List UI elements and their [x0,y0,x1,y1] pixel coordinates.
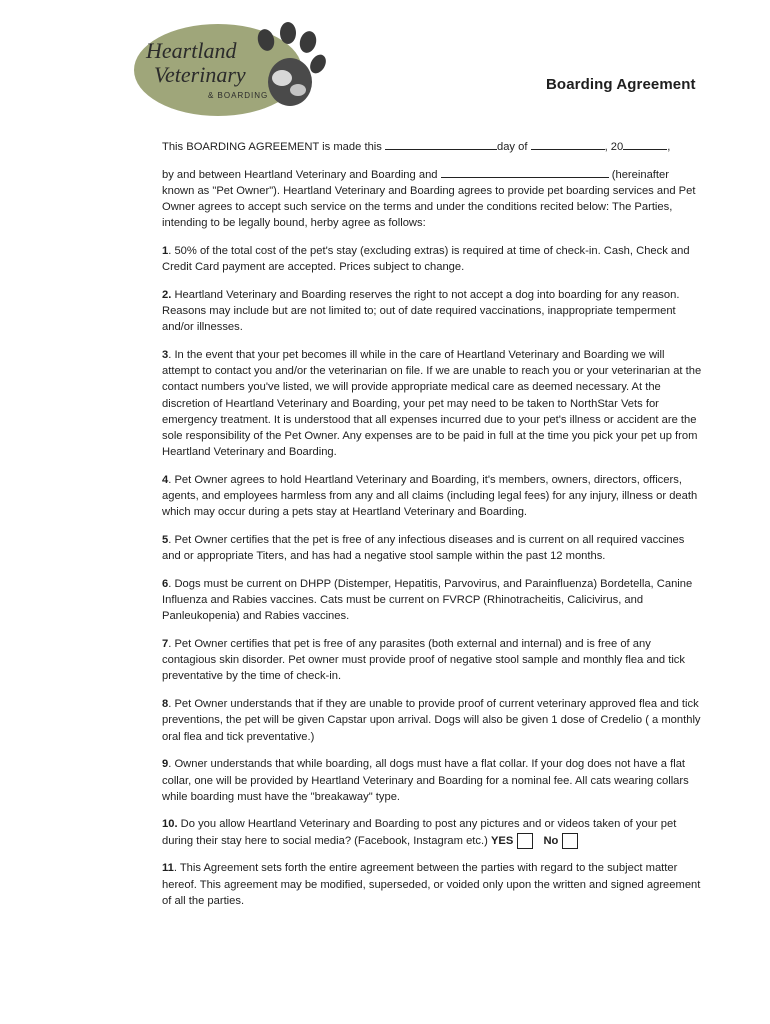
clause-9: 9. Owner understands that while boarding, all dogs must have a flat collar. If your dog does not have a flat collar, one will be provided by Heartland Veterinary and Boarding for a nominal fee. All cats wearing collars while boarding must have the "breakaway" type. [162,758,689,803]
intro-paragraph-2: by and between Heartland Veterinary and Boarding and (hereinafter known as "Pet Owner"). Heartland Veterinary and Boarding agrees to provide pet boarding services and Pet Owner agrees to accept such service on the terms and under the conditions recited below: The Parties, intending to be legally bound, herby agree as follows: [162,168,696,230]
day-field[interactable] [385,139,497,150]
clause-10: 10. Do you allow Heartland Veterinary and Boarding to post any pictures and or videos taken of your pet during their stay here to social media? (Facebook, Instagram etc.) YES No [162,816,702,848]
heartland-logo [132,18,328,118]
logo-line2: Veterinary [154,62,246,87]
agreement-body [162,139,702,920]
clause-7: 7. Pet Owner certifies that pet is free of any parasites (both external and internal) and is free of any contagious skin disorder. Pet owner must provide proof of negative stool sample and monthly flea and tick preventative by the time of check-in. [162,638,685,683]
yes-label: YES [490,834,514,847]
yes-checkbox[interactable] [517,833,533,849]
clause-6: 6. Dogs must be current on DHPP (Distemper, Hepatitis, Parvovirus, and Parainfluenza) Bordetella, Canine Influenza and Rabies vaccines. Cats must be current on FVRCP (Rhinotracheitis, Calicivirus, and Panleukopenia) and Rabies vaccines. [162,577,693,623]
clause-8: 8. Pet Owner understands that if they are unable to provide proof of current veterinary approved flea and tick preventions, the pet will be given Capstar upon arrival. Dogs will also be given 1 dose of Credelio ( a monthly oral flea and tick preventative.) [162,698,701,743]
document-title: Boarding Agreement [546,76,696,93]
pet-owner-name-field[interactable] [441,167,609,178]
clause-2: 2. Heartland Veterinary and Boarding reserves the right to not accept a dog into boarding for any reason. Reasons may include but are not limited to; out of date required vaccinations, inappropriate temperment and/or illnesses. [162,288,680,334]
clause-5: 5. Pet Owner certifies that the pet is free of any infectious diseases and is current on all required vaccines and or appropriate Titers, and has had a negative stool sample within the past 12 months. [162,534,685,563]
no-label: No [543,834,559,847]
month-field[interactable] [531,139,605,150]
year-field[interactable] [623,139,667,150]
clause-4: 4. Pet Owner agrees to hold Heartland Veterinary and Boarding, it's members, owners, directors, officers, agents, and employees harmless from any and all claims (including legal fees) for any injury, illness or death which may occur during a pets stay at Heartland Veterinary and Boarding. [162,473,698,519]
intro-paragraph-1: This BOARDING AGREEMENT is made this day of , 20 , [162,141,671,153]
clause-11: 11. This Agreement sets forth the entire agreement between the parties with regard to the subject matter hereof. This agreement may be modified, superseded, or voided only upon the written and signed agreement of all the parties. [162,862,701,907]
no-checkbox[interactable] [562,833,578,849]
logo-line1: Heartland [146,38,237,63]
clause-1: 1. 50% of the total cost of the pet's stay (excluding extras) is required at time of check-in. Cash, Check and Credit Card payment are accepted. Prices subject to change. [162,245,690,274]
logo-line3: & BOARDING [208,91,269,100]
clause-3: 3. In the event that your pet becomes ill while in the care of Heartland Veterinary and Boarding we will attempt to contact you and/or the veterinarian on file. If we are unable to reach you or your veterinarian at the contact numbers you've listed, we will provide appropriate medical care as deemed necessary. At the discretion of Heartland Veterinary and Boarding, your pet may need to be taken to NorthStar Vets for emergency treatment. It is understood that all expenses incurred due to your pet's illness or accident are the sole responsibility of the Pet Owner. Any expenses are to be paid in full at the time you pick your pet up from Heartland Veterinary and Boarding. [162,349,702,459]
